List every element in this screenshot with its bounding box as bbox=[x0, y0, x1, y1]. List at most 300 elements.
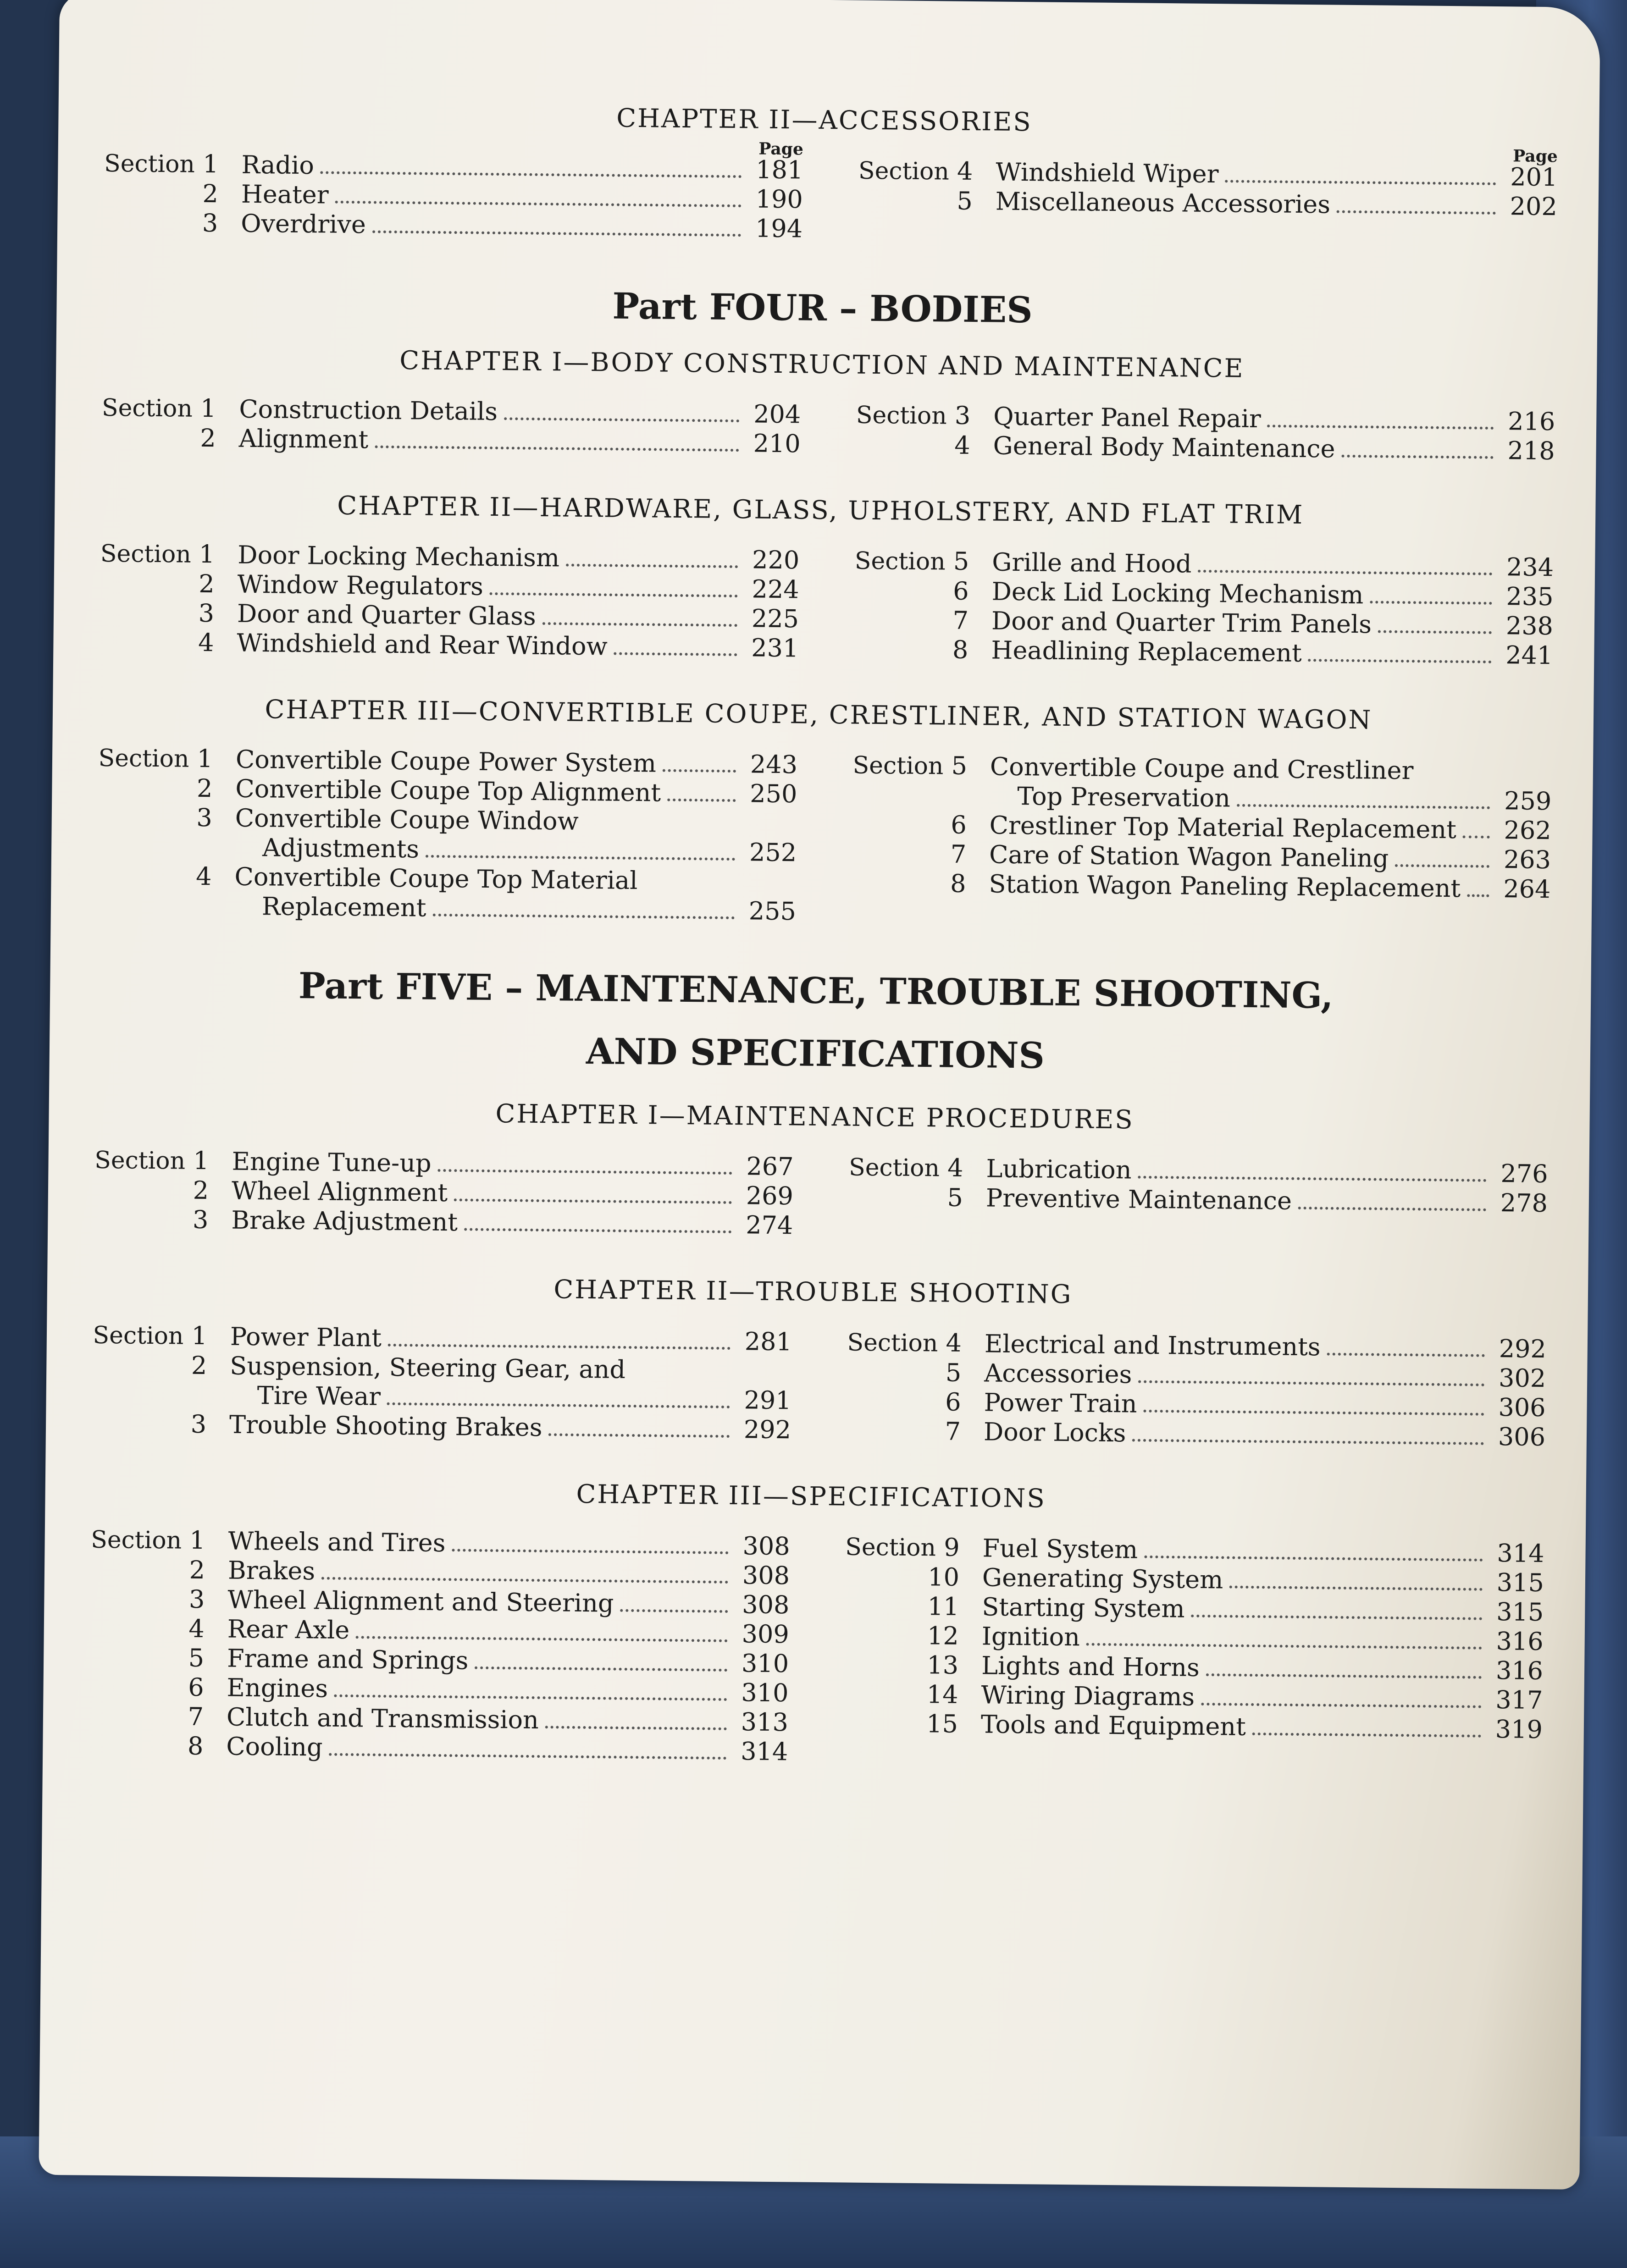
entry-line bbox=[229, 1380, 791, 1415]
toc-column bbox=[844, 140, 1558, 251]
page-number: 281 bbox=[744, 1327, 792, 1357]
dot-leader bbox=[464, 1228, 731, 1233]
section-label bbox=[841, 546, 969, 577]
section-label bbox=[80, 1175, 209, 1205]
section-word: Section bbox=[100, 540, 192, 569]
section-number: 4 bbox=[946, 1328, 962, 1357]
toc-entry[interactable] bbox=[75, 1730, 788, 1766]
page-number: 308 bbox=[742, 1590, 790, 1620]
section-word: Section bbox=[91, 1526, 182, 1555]
chapter-sections-p5-3 bbox=[75, 1509, 1544, 1774]
section-label bbox=[830, 1679, 958, 1710]
section-label bbox=[830, 1591, 959, 1622]
section-number: 7 bbox=[950, 840, 967, 869]
page-number: 274 bbox=[745, 1210, 793, 1240]
dot-leader bbox=[1198, 570, 1492, 575]
section-number: 14 bbox=[926, 1679, 958, 1709]
section-label bbox=[84, 802, 213, 833]
entry-title: Convertible Coupe and Crestliner bbox=[990, 752, 1414, 785]
entry-line bbox=[235, 804, 797, 839]
entry-line bbox=[984, 1358, 1546, 1393]
page-number: 317 bbox=[1495, 1685, 1543, 1715]
toc-entry[interactable] bbox=[830, 1708, 1543, 1744]
toc-column bbox=[89, 133, 803, 244]
section-label bbox=[89, 208, 218, 238]
entry-title: Clutch and Transmission bbox=[226, 1702, 539, 1734]
section-number: 6 bbox=[188, 1672, 204, 1702]
section-word: Section bbox=[94, 1146, 186, 1175]
section-label bbox=[835, 1152, 963, 1183]
page-number: 202 bbox=[1510, 192, 1558, 221]
entry-title: Convertible Coupe Window bbox=[235, 804, 579, 836]
section-word: Section bbox=[101, 394, 193, 423]
entry-title: Lights and Horns bbox=[981, 1651, 1200, 1682]
entry-title: Wheel Alignment and Steering bbox=[227, 1585, 614, 1618]
section-label bbox=[80, 1145, 209, 1176]
section-label bbox=[840, 635, 968, 665]
entry-title: Overdrive bbox=[240, 209, 366, 239]
page-number: 262 bbox=[1504, 816, 1551, 845]
section-label bbox=[80, 1204, 209, 1235]
section-label-blank bbox=[83, 920, 211, 921]
entry-title: Preventive Maintenance bbox=[985, 1183, 1292, 1215]
chapter-sections-accessories bbox=[89, 133, 1558, 251]
entry-title-continued: Top Preservation bbox=[1017, 782, 1231, 813]
section-label bbox=[830, 1650, 959, 1680]
entry-line bbox=[237, 570, 799, 605]
toc-entry[interactable] bbox=[89, 208, 803, 244]
section-label bbox=[75, 1730, 204, 1761]
entry-title: Trouble Shooting Brakes bbox=[229, 1410, 542, 1442]
chapter-title-p4-2: CHAPTER II—HARDWARE, GLASS, UPHOLSTERY, AND FLAT TRIM bbox=[337, 491, 1304, 530]
entry-line bbox=[982, 1534, 1544, 1568]
dot-leader bbox=[1327, 1352, 1484, 1357]
entry-line bbox=[995, 187, 1557, 221]
section-label bbox=[83, 861, 212, 892]
page-number: 216 bbox=[1507, 407, 1555, 436]
toc-column bbox=[834, 1137, 1548, 1247]
toc-column bbox=[87, 377, 801, 459]
entry-line bbox=[990, 752, 1552, 787]
page-number: 316 bbox=[1496, 1626, 1544, 1656]
entry-line bbox=[992, 548, 1554, 583]
entry-title: Window Regulators bbox=[237, 570, 484, 601]
section-label bbox=[88, 393, 216, 424]
section-number: 4 bbox=[188, 1614, 205, 1643]
entry-line bbox=[238, 541, 800, 575]
page-number: 252 bbox=[749, 838, 797, 867]
dot-leader bbox=[1378, 630, 1492, 634]
page-number: 306 bbox=[1498, 1392, 1546, 1422]
dot-leader bbox=[1252, 1733, 1481, 1738]
chapter-sections-p5-1 bbox=[80, 1129, 1548, 1247]
dot-leader bbox=[426, 855, 735, 861]
section-number: 2 bbox=[193, 1175, 209, 1205]
section-number: 5 bbox=[188, 1643, 205, 1672]
entry-line bbox=[230, 1322, 792, 1357]
toc-column bbox=[829, 1516, 1544, 1774]
toc-entry[interactable] bbox=[835, 1182, 1548, 1218]
page-number: 250 bbox=[749, 779, 797, 809]
entry-title: Door and Quarter Trim Panels bbox=[991, 606, 1372, 639]
entry-title: Station Wagon Paneling Replacement bbox=[989, 869, 1461, 903]
entry-line bbox=[989, 811, 1551, 846]
page-number: 316 bbox=[1495, 1655, 1544, 1685]
dot-leader bbox=[1337, 210, 1496, 215]
toc-column bbox=[837, 735, 1552, 934]
page-number: 204 bbox=[753, 399, 801, 429]
section-number: 8 bbox=[187, 1731, 204, 1760]
entry-title: Convertible Coupe Top Material bbox=[234, 862, 638, 895]
section-number: 3 bbox=[954, 401, 971, 430]
section-number: 2 bbox=[191, 1351, 207, 1380]
section-word: Section bbox=[93, 1321, 184, 1350]
entry-line bbox=[984, 1417, 1546, 1452]
section-number: 1 bbox=[189, 1525, 205, 1555]
dot-leader bbox=[1395, 864, 1489, 868]
dot-leader bbox=[663, 769, 736, 773]
entry-title: Wheel Alignment bbox=[231, 1176, 448, 1207]
entry-title-continued: Replacement bbox=[261, 892, 426, 923]
section-label bbox=[86, 598, 215, 629]
section-label bbox=[837, 868, 966, 899]
entry-line bbox=[991, 577, 1554, 612]
entry-title: Ignition bbox=[981, 1622, 1080, 1652]
dot-leader bbox=[1201, 1703, 1481, 1708]
entry-title: General Body Maintenance bbox=[993, 431, 1335, 464]
section-number: 15 bbox=[926, 1709, 958, 1738]
page-number: 224 bbox=[752, 574, 799, 604]
section-label bbox=[832, 1386, 961, 1417]
entry-title: Alignment bbox=[238, 424, 369, 454]
chapter-title-p4-3: CHAPTER III—CONVERTIBLE COUPE, CRESTLINER, AND STATION WAGON bbox=[265, 695, 1372, 735]
page-number: 302 bbox=[1498, 1363, 1546, 1393]
section-label bbox=[838, 810, 967, 840]
page-number: 276 bbox=[1500, 1159, 1548, 1188]
page-number: 308 bbox=[742, 1531, 790, 1561]
dot-leader bbox=[1086, 1643, 1482, 1649]
section-label bbox=[90, 149, 219, 180]
entry-line bbox=[227, 1644, 789, 1678]
page-number: 267 bbox=[746, 1152, 794, 1181]
section-number: 6 bbox=[945, 1387, 961, 1417]
entry-title: Wheels and Tires bbox=[228, 1526, 446, 1557]
entry-title: Frame and Springs bbox=[227, 1644, 469, 1675]
toc-entry[interactable] bbox=[85, 627, 799, 663]
entry-line bbox=[228, 1556, 790, 1590]
entry-line bbox=[986, 1183, 1548, 1218]
entry-line bbox=[237, 599, 799, 634]
section-word: Section bbox=[858, 157, 950, 186]
dot-leader bbox=[1143, 1409, 1484, 1415]
page-column-heading: Page bbox=[1513, 146, 1558, 166]
page-number: 292 bbox=[1499, 1334, 1547, 1363]
section-number: 1 bbox=[200, 394, 216, 423]
section-number: 4 bbox=[957, 156, 973, 186]
entry-line bbox=[228, 1526, 790, 1561]
section-number: 7 bbox=[188, 1702, 204, 1731]
dot-leader bbox=[1206, 1673, 1482, 1679]
entry-line bbox=[235, 833, 797, 868]
section-number: 5 bbox=[947, 1183, 963, 1212]
entry-line bbox=[227, 1614, 790, 1649]
dot-leader bbox=[542, 622, 737, 627]
section-number: 13 bbox=[927, 1650, 959, 1680]
page-number: 190 bbox=[755, 184, 803, 214]
entry-line bbox=[227, 1673, 789, 1708]
chapter-title-p5-1: CHAPTER I—MAINTENANCE PROCEDURES bbox=[495, 1098, 1134, 1135]
section-number: 8 bbox=[952, 635, 968, 665]
page-number: 231 bbox=[751, 633, 799, 663]
entry-title: Starting System bbox=[982, 1592, 1185, 1623]
section-label bbox=[85, 627, 214, 658]
section-number: 10 bbox=[927, 1562, 960, 1592]
section-label bbox=[841, 430, 970, 461]
entry-line bbox=[981, 1710, 1543, 1744]
entry-line bbox=[227, 1702, 789, 1737]
toc-entry[interactable] bbox=[841, 430, 1555, 466]
section-number: 4 bbox=[954, 431, 970, 460]
section-label bbox=[84, 743, 213, 774]
dot-leader bbox=[1144, 1556, 1483, 1562]
page-number: 315 bbox=[1496, 1567, 1544, 1597]
part-five-title bbox=[82, 961, 1550, 1021]
page-number: 210 bbox=[753, 429, 801, 458]
section-label bbox=[76, 1584, 205, 1614]
entry-title: Cooling bbox=[226, 1732, 323, 1762]
dot-leader bbox=[667, 799, 736, 802]
entry-title: Windshield Wiper bbox=[996, 157, 1219, 189]
toc-entry[interactable] bbox=[80, 1204, 793, 1240]
dot-leader bbox=[1463, 836, 1490, 839]
entry-line bbox=[234, 892, 797, 927]
entry-title: Radio bbox=[241, 150, 315, 180]
entry-title: Crestliner Top Material Replacement bbox=[989, 811, 1457, 844]
entry-title: Convertible Coupe Power System bbox=[235, 745, 657, 778]
entry-title: Generating System bbox=[982, 1563, 1223, 1595]
entry-line bbox=[241, 180, 803, 215]
dot-leader bbox=[334, 1694, 727, 1701]
entry-title: Tools and Equipment bbox=[980, 1710, 1246, 1741]
toc-entry[interactable] bbox=[87, 423, 801, 459]
entry-line bbox=[982, 1563, 1544, 1598]
entry-title: Brakes bbox=[227, 1556, 315, 1586]
section-number: 3 bbox=[196, 803, 213, 833]
dot-leader bbox=[329, 1753, 726, 1759]
dot-leader bbox=[1298, 1207, 1486, 1211]
section-number: 7 bbox=[945, 1417, 961, 1446]
dot-leader bbox=[432, 914, 735, 919]
dot-leader bbox=[545, 1726, 727, 1730]
dot-leader bbox=[620, 1609, 728, 1613]
page-number: 264 bbox=[1503, 874, 1551, 904]
section-label bbox=[833, 1327, 962, 1358]
dot-leader bbox=[566, 564, 738, 568]
section-label bbox=[844, 185, 973, 216]
dot-leader bbox=[1225, 180, 1496, 185]
entry-title: Rear Axle bbox=[227, 1614, 350, 1644]
entry-title-continued: Tire Wear bbox=[257, 1380, 381, 1411]
entry-title: Heater bbox=[241, 179, 329, 210]
entry-title: Quarter Panel Repair bbox=[993, 402, 1262, 434]
chapter-title-p4-1: CHAPTER I—BODY CONSTRUCTION AND MAINTENANCE bbox=[399, 346, 1245, 384]
dot-leader bbox=[388, 1344, 730, 1350]
dot-leader bbox=[1308, 659, 1492, 663]
entry-title: Power Plant bbox=[230, 1322, 382, 1352]
entry-title: Lubrication bbox=[986, 1154, 1132, 1185]
section-label bbox=[86, 568, 215, 599]
section-word: Section bbox=[845, 1533, 936, 1562]
dot-leader bbox=[1267, 425, 1494, 430]
dot-leader bbox=[1132, 1439, 1484, 1445]
section-word: Section bbox=[98, 745, 189, 773]
dot-leader bbox=[614, 652, 737, 657]
entry-line bbox=[230, 1351, 792, 1386]
dot-leader bbox=[504, 418, 739, 423]
section-label bbox=[839, 750, 968, 782]
dot-leader bbox=[475, 1667, 727, 1672]
section-number: 3 bbox=[190, 1409, 207, 1439]
part-five-heading: FIVE – MAINTENANCE, TROUBLE SHOOTING, bbox=[395, 966, 1334, 1017]
page-number: 306 bbox=[1498, 1422, 1546, 1451]
section-number: 11 bbox=[927, 1591, 959, 1621]
entry-title: Fuel System bbox=[982, 1534, 1138, 1564]
toc-entry[interactable] bbox=[844, 185, 1558, 221]
entry-title: Grille and Hood bbox=[991, 547, 1192, 579]
page-number: 220 bbox=[752, 545, 800, 575]
section-number: 5 bbox=[953, 547, 969, 576]
dot-leader bbox=[454, 1198, 732, 1204]
section-label bbox=[78, 1350, 207, 1380]
page-number: 243 bbox=[750, 750, 798, 779]
section-label bbox=[87, 423, 216, 453]
page-number: 310 bbox=[741, 1649, 789, 1678]
page-number: 309 bbox=[742, 1619, 790, 1649]
part-word: Part bbox=[298, 965, 383, 1008]
entry-line bbox=[989, 870, 1551, 905]
toc-column bbox=[85, 523, 800, 663]
dot-leader bbox=[321, 1577, 728, 1584]
part-four-heading: FOUR – BODIES bbox=[709, 286, 1033, 331]
toc-entry[interactable] bbox=[832, 1416, 1546, 1452]
page-number: 235 bbox=[1506, 582, 1554, 612]
entry-title: Door Locks bbox=[983, 1417, 1126, 1448]
entry-title: Convertible Coupe Top Alignment bbox=[235, 774, 661, 807]
section-number: 5 bbox=[945, 1358, 962, 1387]
entry-line bbox=[981, 1680, 1543, 1715]
toc-entry[interactable] bbox=[78, 1408, 791, 1445]
chapter-sections-p4-2 bbox=[85, 523, 1554, 671]
entry-line bbox=[226, 1732, 788, 1766]
section-number: 6 bbox=[952, 577, 969, 606]
section-word: Section bbox=[856, 401, 947, 430]
entry-line bbox=[235, 774, 797, 809]
entry-line bbox=[239, 395, 801, 430]
dot-leader bbox=[321, 171, 742, 178]
section-label bbox=[831, 1532, 960, 1563]
entry-title-continued: Adjustments bbox=[262, 833, 420, 864]
section-number: 9 bbox=[943, 1533, 960, 1562]
section-number: 5 bbox=[957, 186, 973, 216]
section-word: Section bbox=[852, 751, 944, 780]
page-number: 319 bbox=[1495, 1714, 1543, 1744]
entry-line bbox=[993, 402, 1555, 437]
section-number: 12 bbox=[927, 1621, 959, 1650]
toc-column bbox=[840, 530, 1554, 671]
toc-column bbox=[75, 1509, 790, 1766]
page-number: 225 bbox=[751, 604, 799, 634]
page-number: 234 bbox=[1506, 552, 1554, 582]
toc-entry[interactable] bbox=[837, 868, 1551, 905]
entry-title: Deck Lid Locking Mechanism bbox=[991, 577, 1364, 610]
toc-column bbox=[83, 728, 798, 927]
section-label bbox=[840, 576, 969, 607]
page-number: 310 bbox=[741, 1678, 789, 1708]
section-label bbox=[90, 178, 219, 209]
page-number: 278 bbox=[1500, 1188, 1548, 1218]
book-page bbox=[39, 0, 1600, 2190]
toc-column bbox=[78, 1304, 792, 1445]
entry-title: Door and Quarter Glass bbox=[237, 599, 537, 631]
section-number: 1 bbox=[202, 149, 219, 179]
section-number: 5 bbox=[951, 751, 968, 781]
section-number: 2 bbox=[189, 1555, 205, 1584]
page-number: 314 bbox=[1497, 1538, 1544, 1568]
section-label bbox=[835, 1182, 963, 1213]
section-label bbox=[79, 1320, 208, 1351]
toc-entry[interactable] bbox=[840, 635, 1553, 671]
entry-title: Headlining Replacement bbox=[991, 635, 1302, 668]
entry-line bbox=[227, 1585, 790, 1620]
section-word: Section bbox=[847, 1329, 938, 1357]
page-column-heading: Page bbox=[758, 139, 804, 159]
entry-line bbox=[993, 431, 1555, 466]
section-number: 3 bbox=[188, 1584, 205, 1614]
toc-entry-continued[interactable] bbox=[83, 890, 797, 927]
chapter-title-accessories: CHAPTER II—ACCESSORIES bbox=[616, 103, 1032, 138]
section-label bbox=[77, 1524, 205, 1556]
page-number: 255 bbox=[748, 896, 797, 926]
entry-line bbox=[981, 1622, 1544, 1656]
page-number: 308 bbox=[742, 1561, 790, 1590]
entry-line bbox=[991, 607, 1554, 641]
dot-leader bbox=[387, 1402, 730, 1408]
section-label bbox=[76, 1613, 205, 1644]
section-number: 2 bbox=[202, 179, 219, 209]
section-label bbox=[838, 839, 967, 870]
section-label bbox=[844, 155, 973, 187]
dot-leader bbox=[1138, 1175, 1486, 1181]
entry-title: Wiring Diagrams bbox=[981, 1680, 1195, 1711]
entry-line bbox=[989, 840, 1551, 875]
page-number: 218 bbox=[1507, 436, 1555, 466]
page-number: 238 bbox=[1505, 611, 1554, 641]
section-label bbox=[86, 539, 215, 570]
entry-line bbox=[981, 1651, 1544, 1686]
entry-title: Care of Station Wagon Paneling bbox=[989, 840, 1389, 873]
page-number: 241 bbox=[1505, 640, 1553, 670]
section-number: 3 bbox=[202, 208, 218, 238]
entry-line bbox=[996, 157, 1558, 192]
dot-leader bbox=[490, 592, 738, 597]
dot-leader bbox=[372, 230, 741, 237]
entry-title: Engines bbox=[227, 1673, 328, 1703]
entry-title: Brake Adjustment bbox=[231, 1205, 458, 1237]
page-number: 291 bbox=[744, 1385, 791, 1415]
entry-line bbox=[990, 782, 1552, 817]
entry-title: Electrical and Instruments bbox=[984, 1329, 1321, 1362]
section-number: 1 bbox=[193, 1146, 209, 1175]
